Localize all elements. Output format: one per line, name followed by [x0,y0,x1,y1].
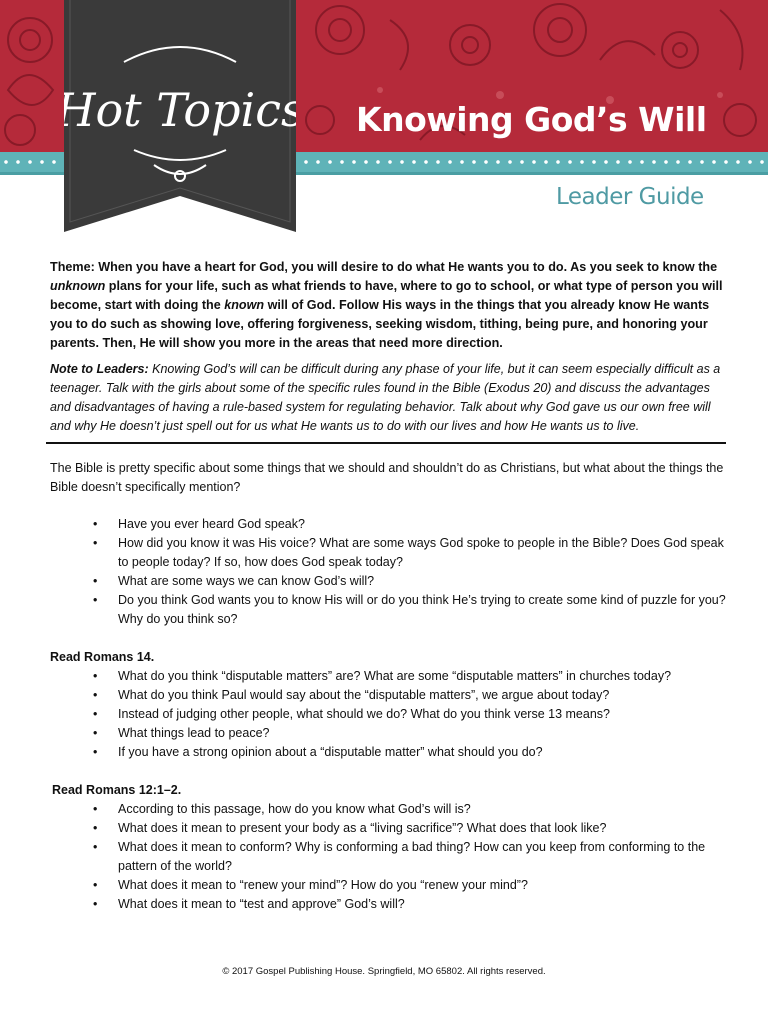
section-heading-romans-14: Read Romans 14. [50,650,155,664]
theme-emphasis-unknown: unknown [50,279,106,293]
list-item: • What do you think “disputable matters” are? What are some “disputable matters” in churches today? [50,667,726,686]
list-item: • According to this passage, how do you know what God’s will is? [50,800,726,819]
divider [46,442,726,444]
list-item: • Do you think God wants you to know His will or do you think He’s trying to create some kind of puzzle for you? Why do you think so? [50,591,726,629]
list-item: • How did you know it was His voice? What are some ways God spoke to people in the Bible? Does God speak to people today? If so, how does God speak today? [50,534,726,572]
question-list-3 [50,800,726,914]
list-item: • What does it mean to present your body as a “living sacrifice”? What does that look like? [50,819,726,838]
copyright-footer: © 2017 Gospel Publishing House. Springfield, MO 65802. All rights reserved. [222,966,546,977]
list-item: • What things lead to peace? [50,724,726,743]
list-item: • What does it mean to “renew your mind”? How do you “renew your mind”? [50,876,726,895]
note-label: Note to Leaders: [50,362,149,376]
list-item: • Instead of judging other people, what should we do? What do you think verse 13 means? [50,705,726,724]
note-text: Knowing God’s will can be difficult during any phase of your life, but it can seem especially difficult as a teenager. Talk with the girls about some of the specific rules found in the Bible (Exodus 20) and discuss the advantages and disadvantages of having a rule-based system for regulating behavior. Talk about why God gave us our own free will and why He doesn’t just spell out for us what He wants us to do with our lives and how He wants us to live. [50,362,721,433]
theme-text: will of God. Follow His ways in the things that you already know He wants you to do such as showing love, offering forgiveness, seeking wisdom, tithing, being pure, and honoring your parents. Then, He will show you more in the areas that need more direction. [50,298,710,350]
list-item: • If you have a strong opinion about a “disputable matter” what should you do? [50,743,726,762]
topic-title: Knowing God’s Will [356,100,707,139]
section-heading-romans-12: Read Romans 12:1–2. [52,783,182,797]
subtitle: Leader Guide [556,184,704,210]
theme-text: plans for your life, such as what friends to have, where to go to school, or what type of person you will become, start with doing the [50,279,723,312]
question-list-2 [50,667,726,762]
list-item: • What does it mean to conform? Why is conforming a bad thing? How can you keep from conforming to the pattern of the world? [50,838,726,876]
theme-paragraph [50,258,726,353]
theme-emphasis-known: known [224,298,265,312]
hot-topics-banner [64,0,296,240]
banner-text: Hot Topics [64,83,296,137]
list-item: • What are some ways we can know God’s will? [50,572,726,591]
header [0,0,768,175]
question-list-1 [50,515,726,629]
intro-paragraph: The Bible is pretty specific about some things that we should and shouldn’t do as Christians, but what about the things the Bible doesn’t specifically mention? [50,461,724,494]
theme-text: Theme: When you have a heart for God, you will desire to do what He wants you to do. As you seek to know the [50,260,718,274]
note-to-leaders [50,360,726,436]
banner-shape [64,0,296,240]
list-item: • What do you think Paul would say about the “disputable matters”, we argue about today? [50,686,726,705]
list-item: • What does it mean to “test and approve” God’s will? [50,895,726,914]
list-item: • Have you ever heard God speak? [50,515,726,534]
main-content [50,258,726,914]
